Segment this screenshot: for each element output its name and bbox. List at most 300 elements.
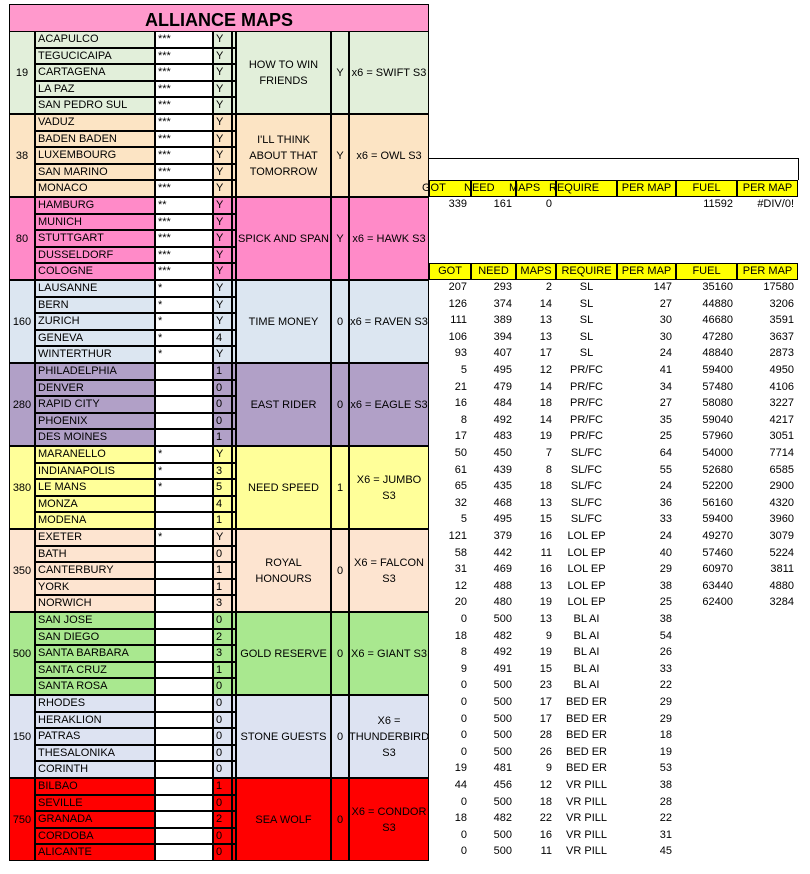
stats-cell: 27 <box>659 297 672 310</box>
city-name: VADUZ <box>35 114 155 131</box>
stats-cell: 93 <box>454 347 467 360</box>
group-name: GOLD RESERVE <box>236 612 331 695</box>
stats-header: MAPS <box>516 263 556 280</box>
stats-cell: 28 <box>539 729 552 742</box>
stats-cell: 14 <box>539 380 552 393</box>
stats-cell <box>676 745 737 762</box>
stats-cell: 26 <box>539 745 552 758</box>
stats-cell: 24 <box>659 530 672 542</box>
stats-cell: 439 <box>493 463 512 476</box>
stats-header: PER MAP <box>617 263 676 280</box>
stats-cell: BED ER <box>566 762 607 775</box>
group-reward: X6 = CONDOR S3 <box>349 778 429 861</box>
city-name: BATH <box>35 546 155 563</box>
status-cell: Y <box>213 197 232 214</box>
stars-cell <box>155 629 213 646</box>
group-number: 80 <box>9 197 35 280</box>
stats-cell: SL/FC <box>570 463 603 476</box>
stats-cell: 3637 <box>769 330 794 343</box>
city-name: ACAPULCO <box>35 31 155 48</box>
stats-cell <box>676 712 737 729</box>
stats-cell: 3284 <box>769 596 794 609</box>
stars-cell <box>155 512 213 529</box>
stats-cell: 482 <box>493 812 512 825</box>
page-title: ALLIANCE MAPS <box>9 4 429 32</box>
status-cell: Y <box>213 64 232 81</box>
stats-cell: 54 <box>659 629 672 642</box>
status-cell: 0 <box>213 728 232 745</box>
stats-cell: 38 <box>659 779 672 791</box>
stats-cell: 0 <box>460 845 467 858</box>
stats-cell: 25 <box>659 596 672 609</box>
city-name: MODENA <box>35 512 155 529</box>
city-name: RAPID CITY <box>35 396 155 413</box>
stats-cell <box>676 828 737 845</box>
stats-cell: 17 <box>454 430 467 443</box>
city-name: MONACO <box>35 180 155 197</box>
stars-cell <box>155 662 213 679</box>
stars-cell <box>155 546 213 563</box>
stats-cell: 19 <box>659 745 672 758</box>
status-cell: Y <box>213 97 232 114</box>
stats-cell: SL <box>579 330 594 343</box>
city-name: WINTERTHUR <box>35 346 155 363</box>
stats-cell: 31 <box>659 828 672 841</box>
city-name: SANTA CRUZ <box>35 662 155 679</box>
stats-cell: 293 <box>493 281 512 293</box>
city-name: COLOGNE <box>35 263 155 280</box>
stats-cell: 106 <box>448 330 467 343</box>
summary-cell: 161 <box>493 198 512 210</box>
stars-cell <box>155 828 213 845</box>
stats-cell: 26 <box>659 646 672 659</box>
stats-cell: 11 <box>540 546 552 559</box>
stats-cell <box>676 778 737 795</box>
city-name: SAN DIEGO <box>35 629 155 646</box>
stats-cell <box>737 678 798 695</box>
stats-cell: 29 <box>659 712 672 725</box>
group-flag: 0 <box>331 363 349 446</box>
stats-cell: 53 <box>659 762 672 775</box>
stats-cell: 481 <box>493 762 512 775</box>
stats-cell: 126 <box>448 297 467 310</box>
stats-cell: 19 <box>539 596 552 609</box>
status-cell: Y <box>213 446 232 463</box>
stats-cell: SL/FC <box>570 447 603 459</box>
stats-cell: BL AI <box>573 613 600 625</box>
stats-cell <box>676 678 737 695</box>
stars-cell <box>155 811 213 828</box>
stats-cell: 29 <box>659 696 672 708</box>
stats-cell: 407 <box>493 347 512 360</box>
stats-cell: 45 <box>659 845 672 858</box>
city-name: MONZA <box>35 496 155 513</box>
stats-cell: 500 <box>493 795 512 808</box>
stats-header-cut: PER MAP <box>737 180 798 197</box>
stats-cell: 13 <box>539 314 552 327</box>
stars-cell: *** <box>155 180 213 197</box>
stats-cell: 13 <box>539 330 552 343</box>
stats-cell: 65 <box>454 480 467 493</box>
status-cell: 3 <box>213 463 232 480</box>
city-name: PATRAS <box>35 728 155 745</box>
stars-cell: * <box>155 446 213 463</box>
stats-cell: 16 <box>539 530 552 542</box>
stats-cell: 52680 <box>702 463 733 476</box>
stars-cell: * <box>155 346 213 363</box>
stats-cell: 22 <box>659 679 672 692</box>
stats-cell: 4950 <box>769 364 794 376</box>
stars-cell: *** <box>155 247 213 264</box>
stars-cell: *** <box>155 147 213 164</box>
stats-cell <box>676 645 737 662</box>
group-name: NEED SPEED <box>236 446 331 529</box>
status-cell: Y <box>213 31 232 48</box>
stats-cell <box>737 645 798 662</box>
status-cell: 0 <box>213 712 232 729</box>
stats-cell <box>737 662 798 679</box>
stats-cell <box>737 728 798 745</box>
stats-cell: 3079 <box>769 530 794 542</box>
stats-cell <box>737 761 798 778</box>
stats-cell: LOL EP <box>567 530 606 542</box>
stars-cell: *** <box>155 64 213 81</box>
stats-header: NEED <box>471 263 516 280</box>
stats-cell: 4320 <box>769 496 794 509</box>
stats-cell: 3051 <box>769 430 794 443</box>
stars-cell <box>155 612 213 629</box>
group-name: SEA WOLF <box>236 778 331 861</box>
stats-cell: 3591 <box>769 314 794 327</box>
stats-cell: 12 <box>539 364 552 376</box>
status-cell: Y <box>213 131 232 148</box>
stats-cell: 18 <box>539 397 552 410</box>
status-cell: Y <box>213 313 232 330</box>
city-name: MUNICH <box>35 214 155 231</box>
group-name: SPICK AND SPAN <box>236 197 331 280</box>
stats-cell: 16 <box>539 828 552 841</box>
city-name: HAMBURG <box>35 197 155 214</box>
stats-cell: 3227 <box>769 397 794 410</box>
stats-cell: 17580 <box>763 281 794 293</box>
stats-cell <box>737 612 798 629</box>
stats-cell: 500 <box>493 679 512 692</box>
stats-cell: 44880 <box>702 297 733 310</box>
stats-header: REQUIRE <box>556 263 617 280</box>
stats-cell <box>737 844 798 861</box>
stats-cell <box>737 828 798 845</box>
stats-cell: 59400 <box>702 513 733 526</box>
stats-cell: 35 <box>659 413 672 426</box>
stats-cell <box>737 795 798 812</box>
stats-cell: 435 <box>493 480 512 493</box>
stars-cell: *** <box>155 230 213 247</box>
stats-cell: 60970 <box>702 563 733 576</box>
city-name: MARANELLO <box>35 446 155 463</box>
stats-cell: 4217 <box>769 413 794 426</box>
stats-cell: PR/FC <box>570 364 603 376</box>
stats-cell: 16 <box>539 563 552 576</box>
status-cell: Y <box>213 48 232 65</box>
stars-cell <box>155 712 213 729</box>
stats-cell <box>737 811 798 828</box>
stats-cell: 480 <box>493 596 512 609</box>
stats-header-cut: REQUIRE <box>556 180 617 197</box>
stats-cell: 38 <box>659 613 672 625</box>
stars-cell: * <box>155 463 213 480</box>
stats-cell: 48840 <box>702 347 733 360</box>
stats-cell: 11 <box>540 845 552 858</box>
stats-header: GOT <box>429 263 471 280</box>
stats-header: FUEL <box>676 263 737 280</box>
stats-cell <box>676 761 737 778</box>
city-name: CARTAGENA <box>35 64 155 81</box>
stars-cell <box>155 695 213 712</box>
group-number: 280 <box>9 363 35 446</box>
status-cell: Y <box>213 297 232 314</box>
stats-cell: 495 <box>493 513 512 526</box>
city-name: SANTA BARBARA <box>35 645 155 662</box>
stats-cell: 2 <box>545 281 552 293</box>
status-cell: 0 <box>213 745 232 762</box>
stars-cell: * <box>155 479 213 496</box>
stats-cell: 0 <box>460 795 467 808</box>
stars-cell <box>155 496 213 513</box>
status-cell: 0 <box>213 844 232 861</box>
stats-cell: 121 <box>448 530 467 542</box>
city-name: ALICANTE <box>35 844 155 861</box>
stars-cell: * <box>155 313 213 330</box>
stats-cell: LOL EP <box>567 563 606 576</box>
status-cell: Y <box>213 147 232 164</box>
stats-cell: 0 <box>460 696 467 708</box>
stats-cell: VR PILL <box>566 795 607 808</box>
stats-cell: 57460 <box>702 546 733 559</box>
stats-cell: 7714 <box>769 447 794 459</box>
stars-cell <box>155 678 213 695</box>
stars-cell <box>155 728 213 745</box>
stats-cell: 64 <box>659 447 672 459</box>
stats-cell <box>676 695 737 712</box>
stars-cell <box>155 396 213 413</box>
group-flag: 0 <box>331 280 349 363</box>
stats-cell: VR PILL <box>566 812 607 825</box>
stats-header-cut: FUEL <box>676 180 737 197</box>
stats-cell: 450 <box>493 447 512 459</box>
stats-cell: 8 <box>460 646 467 659</box>
stats-cell: 17 <box>539 712 552 725</box>
stats-cell: 492 <box>493 646 512 659</box>
group-number: 350 <box>9 529 35 612</box>
group-reward: X6 = THUNDERBIRD S3 <box>349 695 429 778</box>
stats-cell: 0 <box>460 729 467 742</box>
group-number: 160 <box>9 280 35 363</box>
stats-cell: 14 <box>539 297 552 310</box>
stats-cell <box>737 778 798 795</box>
stats-cell: 19 <box>539 646 552 659</box>
status-cell: 0 <box>213 396 232 413</box>
stats-cell: 9 <box>460 662 467 675</box>
city-name: SEVILLE <box>35 795 155 812</box>
status-cell: Y <box>213 114 232 131</box>
stats-cell: 46680 <box>702 314 733 327</box>
group-flag: 0 <box>331 612 349 695</box>
stats-cell: 5224 <box>769 546 794 559</box>
city-name: LUXEMBOURG <box>35 147 155 164</box>
city-name: EXETER <box>35 529 155 546</box>
group-number: 150 <box>9 695 35 778</box>
stats-cell: 23 <box>539 679 552 692</box>
stats-cell: 59400 <box>702 364 733 376</box>
group-reward: X6 = FALCON S3 <box>349 529 429 612</box>
stats-cell: VR PILL <box>566 828 607 841</box>
group-name: ROYAL HONOURS <box>236 529 331 612</box>
stats-cell: 21 <box>454 380 467 393</box>
status-cell: Y <box>213 81 232 98</box>
stats-cell: 18 <box>539 795 552 808</box>
city-name: NORWICH <box>35 595 155 612</box>
status-cell: 0 <box>213 413 232 430</box>
stats-cell <box>676 728 737 745</box>
group-flag: 0 <box>331 778 349 861</box>
stats-cell: 2900 <box>769 480 794 493</box>
city-name: SAN JOSE <box>35 612 155 629</box>
stats-cell: 19 <box>539 430 552 443</box>
group-reward: X6 = GIANT S3 <box>349 612 429 695</box>
summary-cell: 11592 <box>703 198 733 210</box>
city-name: INDIANAPOLIS <box>35 463 155 480</box>
stars-cell: * <box>155 297 213 314</box>
stats-cell: 8 <box>545 463 552 476</box>
status-cell: 1 <box>213 562 232 579</box>
status-cell: 1 <box>213 579 232 596</box>
stars-cell: *** <box>155 214 213 231</box>
stats-cell: 31 <box>454 563 467 576</box>
status-cell: 1 <box>213 363 232 380</box>
stats-cell: 3960 <box>769 513 794 526</box>
stats-cell: 13 <box>539 613 552 625</box>
status-cell: Y <box>213 263 232 280</box>
stats-cell: 18 <box>454 629 467 642</box>
stars-cell: * <box>155 330 213 347</box>
city-name: PHOENIX <box>35 413 155 430</box>
stars-cell <box>155 745 213 762</box>
stats-cell: 63440 <box>702 579 733 592</box>
stats-cell: LOL EP <box>567 546 606 559</box>
stats-cell: 2873 <box>769 347 794 360</box>
stats-cell: 33 <box>659 662 672 675</box>
city-name: LAUSANNE <box>35 280 155 297</box>
stats-cell: SL/FC <box>570 496 603 509</box>
stats-header-cut: MAPS <box>516 180 556 197</box>
stats-cell: 12 <box>539 779 552 791</box>
status-cell: 0 <box>213 761 232 778</box>
status-cell: Y <box>213 214 232 231</box>
city-name: CANTERBURY <box>35 562 155 579</box>
stats-cell: 442 <box>493 546 512 559</box>
group-reward: x6 = RAVEN S3 <box>349 280 429 363</box>
stars-cell <box>155 761 213 778</box>
stats-cell: 4880 <box>769 579 794 592</box>
stats-cell: 9 <box>545 629 552 642</box>
stats-cell: 34 <box>659 380 672 393</box>
group-flag: 0 <box>331 695 349 778</box>
stats-cell: 38 <box>659 579 672 592</box>
stats-cell: BL AI <box>573 679 600 692</box>
stats-cell <box>737 712 798 729</box>
stats-cell: 18 <box>454 812 467 825</box>
stats-cell: 3811 <box>770 563 794 576</box>
frame-line <box>429 158 799 159</box>
stats-cell: 15 <box>539 662 552 675</box>
stats-cell: SL/FC <box>570 480 603 493</box>
summary-cell: 339 <box>448 198 467 210</box>
stars-cell: *** <box>155 263 213 280</box>
stats-cell: 33 <box>659 513 672 526</box>
stats-cell <box>676 811 737 828</box>
status-cell: 4 <box>213 496 232 513</box>
stats-cell: 30 <box>659 330 672 343</box>
stars-cell: *** <box>155 31 213 48</box>
stats-cell: 59040 <box>702 413 733 426</box>
group-reward: x6 = EAGLE S3 <box>349 363 429 446</box>
status-cell: Y <box>213 247 232 264</box>
status-cell: 1 <box>213 662 232 679</box>
stats-cell: BL AI <box>573 629 600 642</box>
group-number: 500 <box>9 612 35 695</box>
stats-cell: 469 <box>493 563 512 576</box>
status-cell: Y <box>213 346 232 363</box>
frame-line <box>798 158 799 180</box>
stats-cell: 0 <box>460 679 467 692</box>
city-name: CORDOBA <box>35 828 155 845</box>
stats-header-cut: PER MAP <box>617 180 676 197</box>
city-name: SAN PEDRO SUL <box>35 97 155 114</box>
status-cell: 3 <box>213 595 232 612</box>
stats-cell: 13 <box>539 579 552 592</box>
city-name: THESALONIKA <box>35 745 155 762</box>
status-cell: 1 <box>213 512 232 529</box>
stats-cell: 147 <box>653 281 672 293</box>
stats-cell: 500 <box>493 712 512 725</box>
stats-cell: 500 <box>493 745 512 758</box>
stats-cell: LOL EP <box>567 579 606 592</box>
stats-cell: 500 <box>493 729 512 742</box>
city-name: DES MOINES <box>35 429 155 446</box>
city-name: DUSSELDORF <box>35 247 155 264</box>
stars-cell: * <box>155 280 213 297</box>
stats-cell: 16 <box>454 397 467 410</box>
stats-cell: 57480 <box>702 380 733 393</box>
stars-cell <box>155 363 213 380</box>
group-number: 380 <box>9 446 35 529</box>
group-number: 38 <box>9 114 35 197</box>
stats-cell: 25 <box>659 430 672 443</box>
stats-cell: 12 <box>454 579 467 592</box>
group-name: STONE GUESTS <box>236 695 331 778</box>
stats-cell: 500 <box>493 613 512 625</box>
city-name: BILBAO <box>35 778 155 795</box>
stats-cell: 484 <box>493 397 512 410</box>
group-number: 750 <box>9 778 35 861</box>
stats-cell: PR/FC <box>570 397 603 410</box>
stats-cell: 24 <box>659 347 672 360</box>
stats-cell: BED ER <box>566 696 607 708</box>
stats-cell: 488 <box>493 579 512 592</box>
stats-cell: 58 <box>454 546 467 559</box>
status-cell: 0 <box>213 695 232 712</box>
stats-cell: SL <box>579 347 594 360</box>
